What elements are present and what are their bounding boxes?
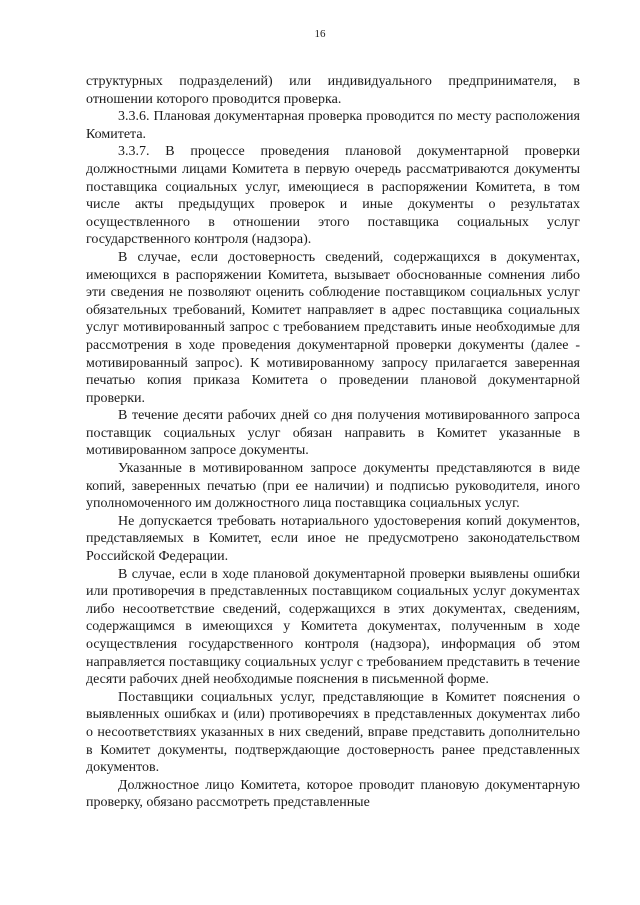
paragraph-continuation: структурных подразделений) или индивидуального предпринимателя, в отношении которого проводится проверка.: [86, 74, 580, 107]
paragraph-doubtful-info: В случае, если достоверность сведений, содержащихся в документах, имеющихся в распоряжении Комитета, вызывает обоснованные сомнения либо эти сведения не позволяют оценить соблюдение поставщиком социальных услуг обязательных требований, Комитет направляет в адрес поставщика социальных услуг мотивированный запрос с требованием представить иные необходимые для рассмотрения в ходе проведения документарной проверки документы (далее - мотивированный запрос). К мотивированному запросу прилагается заверенная печатью копия приказа Комитета о проведении плановой документарной проверки.: [86, 249, 580, 406]
paragraph-copies: Указанные в мотивированном запросе документы представляются в виде копий, заверенных печатью (при ее наличии) и подписью руководителя, иного уполномоченного им должностного лица поставщика социальных услуг.: [86, 461, 580, 512]
paragraph-3-3-7: 3.3.7. В процессе проведения плановой документарной проверки должностными лицами Комитета в первую очередь рассматриваются документы поставщика социальных услуг, имеющиеся в распоряжении Комитета, в том числе акты предыдущих проверок и иные документы о результатах осуществленного в отношении этого поставщика социальных услуг государственного контроля (надзора).: [86, 144, 580, 248]
paragraph-explanations: Поставщики социальных услуг, представляющие в Комитет пояснения о выявленных ошибках и (или) противоречиях в представленных документах либо о несоответствиях указанных в них сведений, вправе представить дополнительно в Комитет документы, подтверждающие достоверность ранее представленных документов.: [86, 689, 580, 776]
paragraph-3-3-6: 3.3.6. Плановая документарная проверка проводится по месту расположения Комитета.: [86, 109, 580, 142]
paragraph-official: Должностное лицо Комитета, которое проводит плановую документарную проверку, обязано рассмотреть представленные: [86, 777, 580, 811]
paragraph-errors: В случае, если в ходе плановой документарной проверки выявлены ошибки или противоречия в представленных поставщиком социальных услуг документах либо несоответствие сведений, содержащихся в этих документах, сведениям, содержащимся в имеющихся у Комитета документах, полученным в ходе осуществления государственного контроля (надзора), информация об этом направляется поставщику социальных услуг с требованием представить в течение десяти рабочих дней необходимые пояснения в письменной форме.: [86, 566, 580, 688]
paragraph-notary: Не допускается требовать нотариального удостоверения копий документов, представляемых в Комитет, если иное не предусмотрено законодательством Российской Федерации.: [86, 513, 580, 565]
page-number: 16: [314, 28, 326, 40]
paragraph-ten-days: В течение десяти рабочих дней со дня получения мотивированного запроса поставщик социальных услуг обязан направить в Комитет указанные в мотивированном запросе документы.: [86, 408, 580, 459]
document-body: [86, 73, 580, 812]
